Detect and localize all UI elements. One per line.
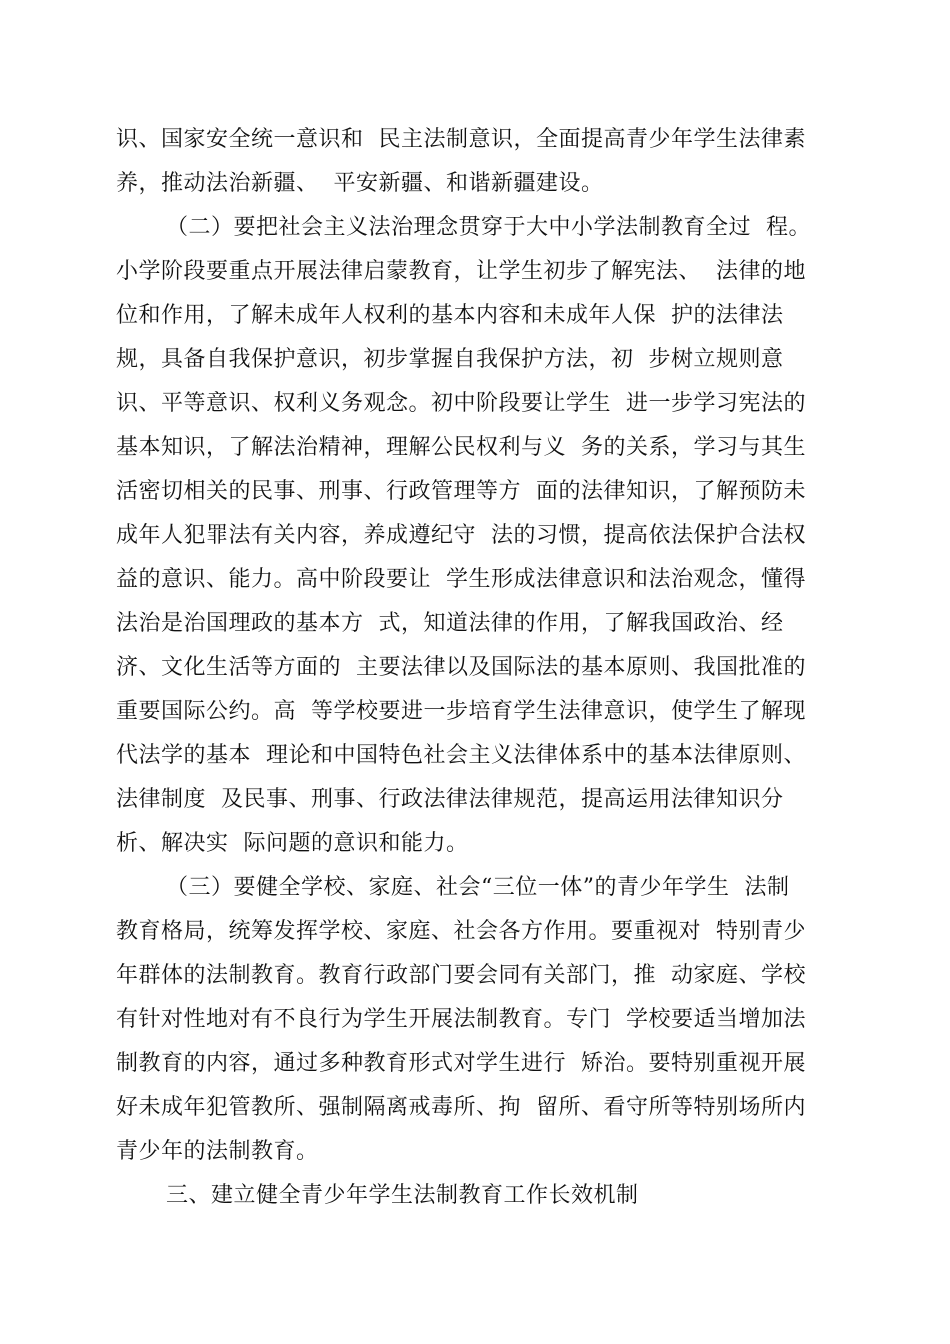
- paragraph-heading-2: （二）要把社会主义法治理念贯穿于大中小学法制教育全过 程。: [166, 215, 811, 240]
- text-line: 基本知识，了解法治精神，理解公民权利与义 务的关系，学习与其生: [116, 435, 806, 460]
- text-line: 代法学的基本 理论和中国特色社会主义法律体系中的基本法律原则、: [116, 743, 806, 768]
- text-line: 好未成年犯管教所、强制隔离戒毒所、拘 留所、看守所等特别场所内: [116, 1095, 806, 1120]
- text-line: 法治是治国理政的基本方 式，知道法律的作用，了解我国政治、经: [116, 611, 784, 636]
- text-line: 益的意识、能力。高中阶段要让 学生形成法律意识和法治观念，懂得: [116, 567, 806, 592]
- text-line: 青少年的法制教育。: [116, 1139, 319, 1164]
- paragraph-heading-3: （三）要健全学校、家庭、社会“三位一体”的青少年学生 法制: [166, 875, 790, 900]
- text-line: 识、平等意识、权利义务观念。初中阶段要让学生 进一步学习宪法的: [116, 391, 806, 416]
- text-line: 制教育的内容，通过多种教育形式对学生进行 矫治。要特别重视开展: [116, 1051, 806, 1076]
- text-line: 养，推动法治新疆、 平安新疆、和谐新疆建设。: [116, 171, 604, 196]
- text-line: 成年人犯罪法有关内容，养成遵纪守 法的习惯，提高依法保护合法权: [116, 523, 806, 548]
- text-line: 法律制度 及民事、刑事、行政法律法律规范，提高运用法律知识分: [116, 787, 784, 812]
- text-line: 有针对性地对有不良行为学生开展法制教育。专门 学校要适当增加法: [116, 1007, 806, 1032]
- text-line: 析、解决实 际问题的意识和能力。: [116, 831, 469, 856]
- text-line: 济、文化生活等方面的 主要法律以及国际法的基本原则、我国批准的: [116, 655, 806, 680]
- text-line: 规，具备自我保护意识，初步掌握自我保护方法，初 步树立规则意: [116, 347, 784, 372]
- text-line: 重要国际公约。高 等学校要进一步培育学生法律意识，使学生了解现: [116, 699, 806, 724]
- section-heading-3: 三、建立健全青少年学生法制教育工作长效机制: [166, 1183, 639, 1208]
- text-line: 年群体的法制教育。教育行政部门要会同有关部门，推 动家庭、学校: [116, 963, 806, 988]
- text-line: 活密切相关的民事、刑事、行政管理等方 面的法律知识，了解预防未: [116, 479, 806, 504]
- text-line: 教育格局，统筹发挥学校、家庭、社会各方作用。要重视对 特别青少: [116, 919, 806, 944]
- text-line: 位和作用，了解未成年人权利的基本内容和未成年人保 护的法律法: [116, 303, 784, 328]
- text-line: 识、国家安全统一意识和 民主法制意识，全面提高青少年学生法律素: [116, 127, 806, 152]
- text-line: 小学阶段要重点开展法律启蒙教育，让学生初步了解宪法、 法律的地: [116, 259, 806, 284]
